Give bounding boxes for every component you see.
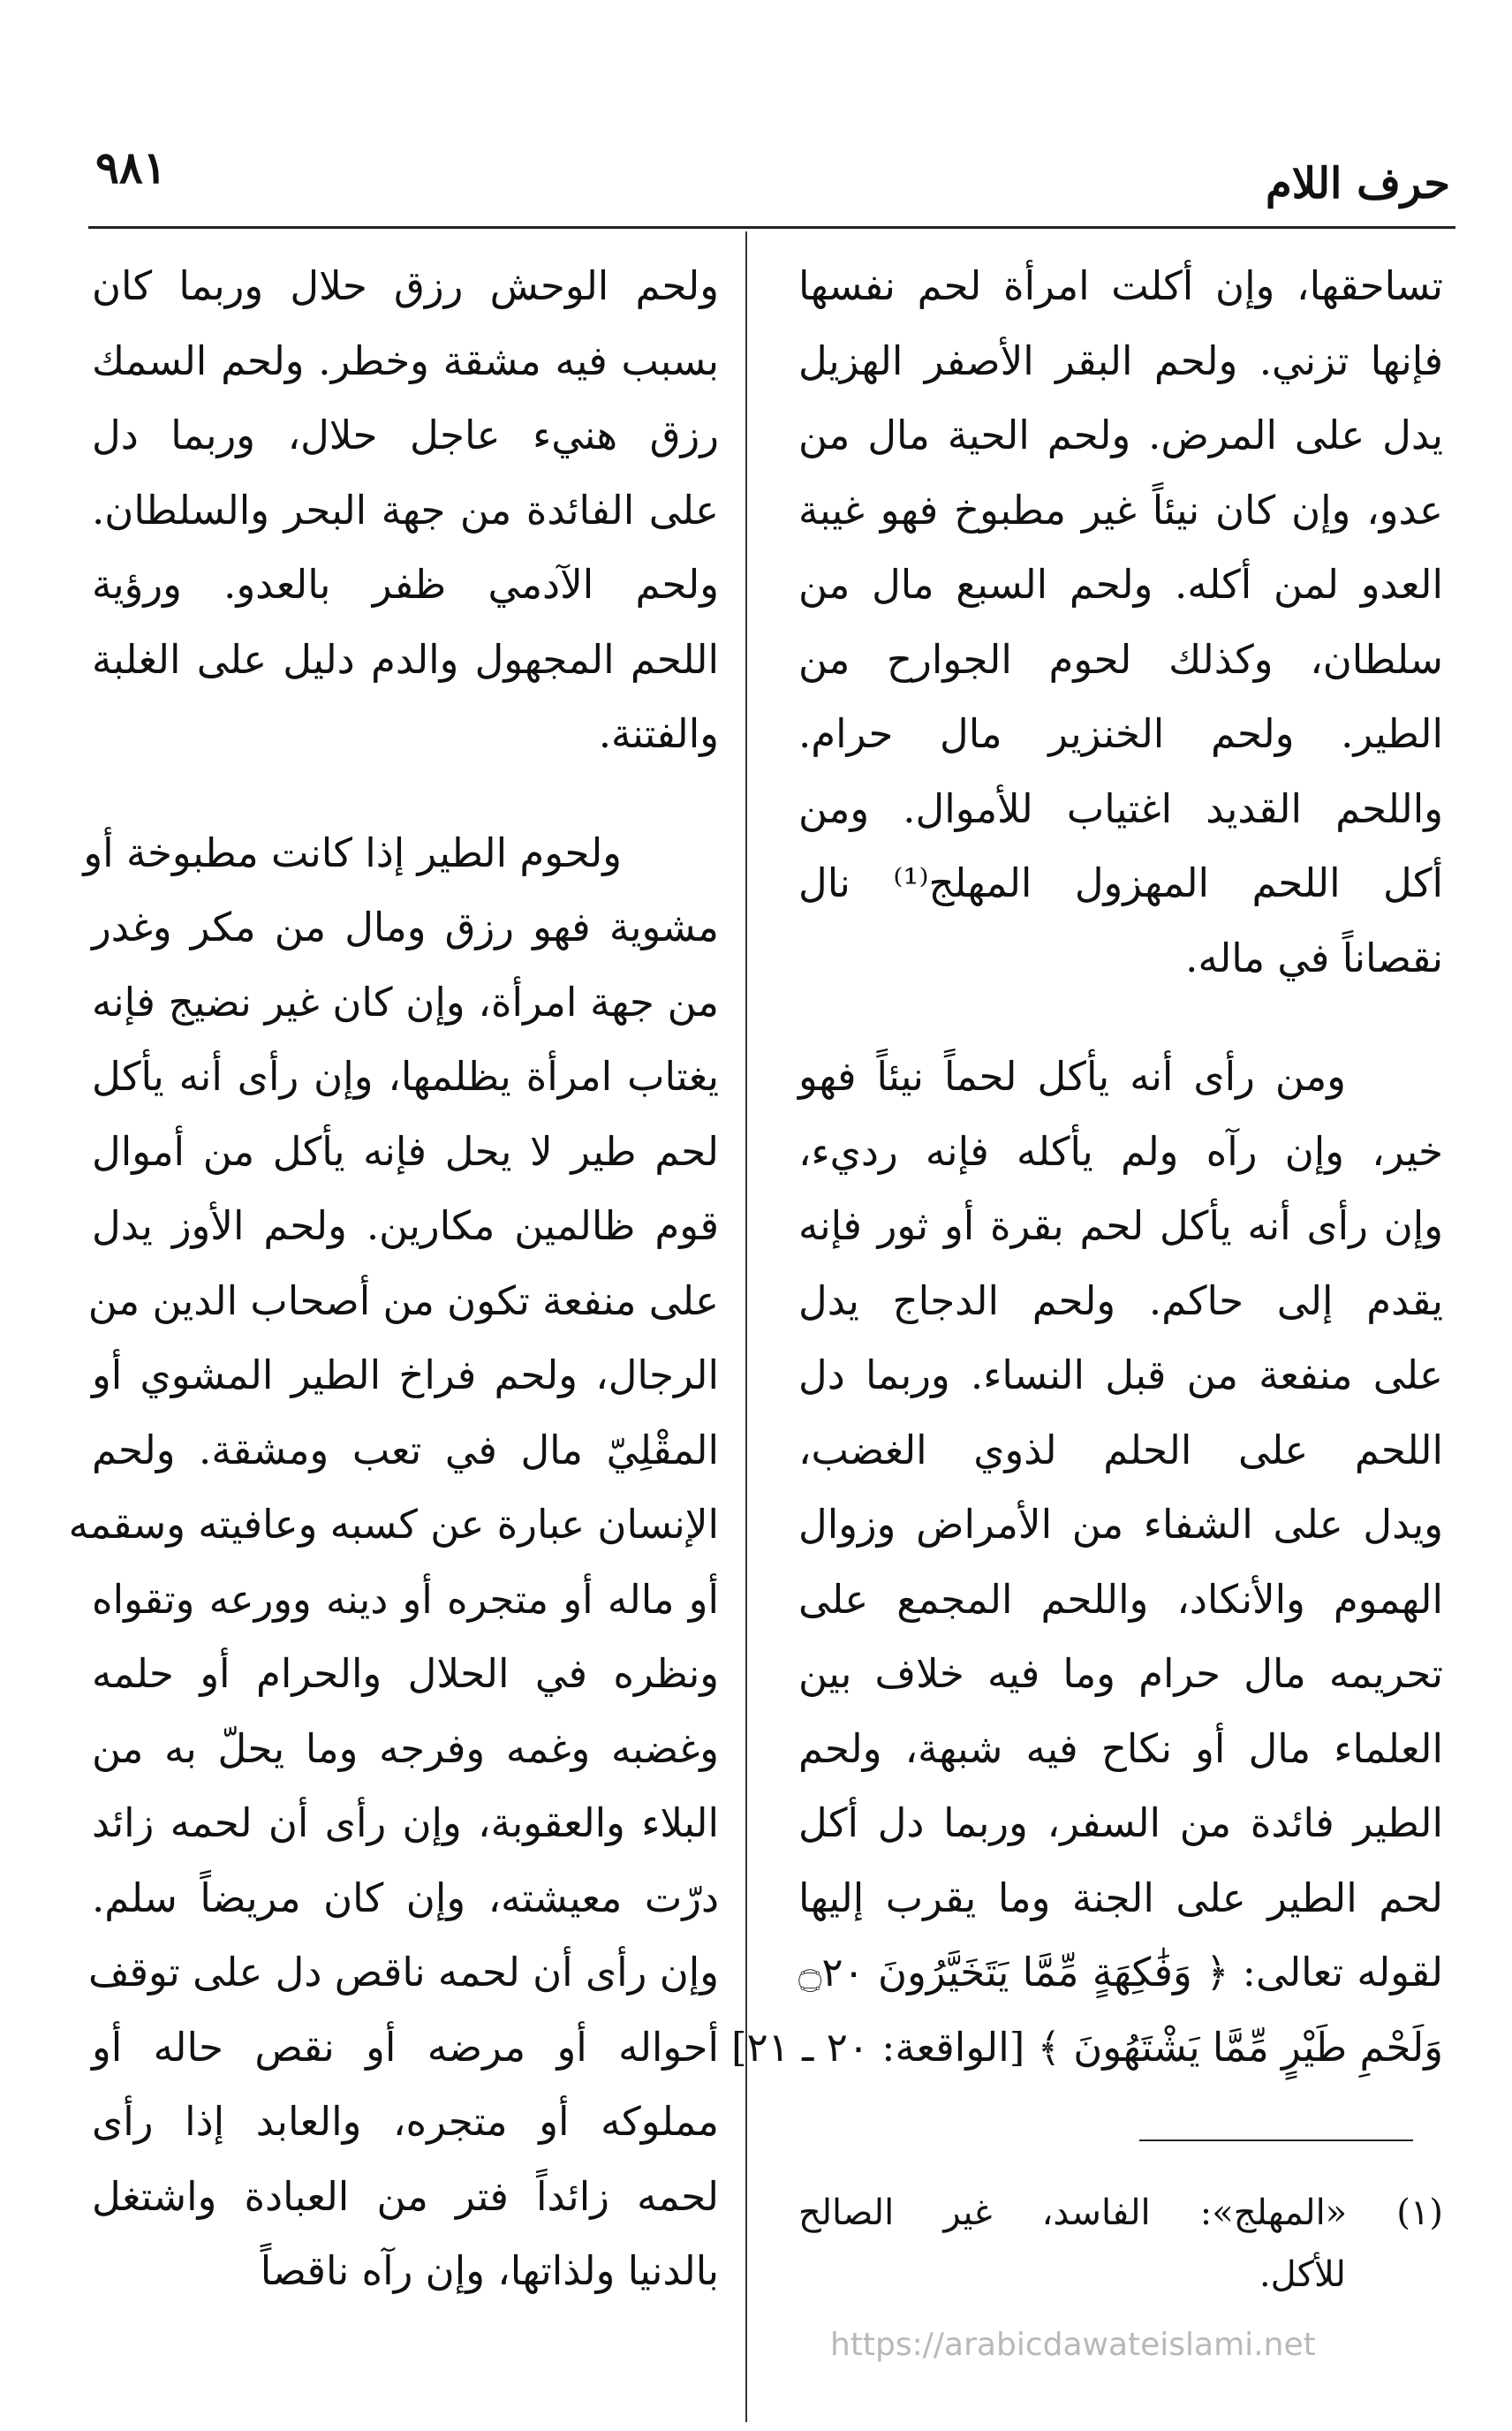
paragraph: [730, 1040, 1443, 2085]
header-rule: [88, 226, 1455, 229]
text-line: العدو لمن أكله. ولحم السبع مال من: [798, 561, 1443, 608]
text-line: على منفعة من قبل النساء. وربما دل: [798, 1352, 1443, 1398]
paragraph: [92, 249, 719, 772]
text-line: تساحقها، وإن أكلت امرأة لحم نفسها: [798, 262, 1443, 309]
right-column: [730, 249, 1443, 2085]
text-line: خير، وإن رآه ولم يأكله فإنه رديء،: [798, 1127, 1443, 1175]
text-line: بالدنيا ولذاتها، وإن رآه ناقصاً: [260, 2247, 719, 2294]
text-line: ولحم الوحش رزق حلال وربما كان: [92, 262, 719, 309]
text-line: فإنها تزني. ولحم البقر الأصفر الهزيل: [798, 337, 1443, 384]
running-title: حرف اللام: [1266, 159, 1450, 208]
text-line: وإن رأى أن لحمه ناقص دل على توقف: [87, 1949, 719, 1996]
text-line: ويدل على الشفاء من الأمراض وزوال: [798, 1501, 1443, 1548]
footnote-rule: [1139, 2139, 1413, 2141]
text-line: مشوية فهو رزق ومال من مكر وغدر: [92, 904, 719, 950]
text-line: المقْلِيّ مال في تعب ومشقة. ولحم: [92, 1426, 719, 1473]
footnote-line: (١) «المهلج»: الفاسد، غير الصالح: [798, 2192, 1443, 2233]
text-line: الطير فائدة من السفر، وربما دل أكل: [798, 1799, 1443, 1846]
text-line: والفتنة.: [598, 710, 719, 757]
text-line: بسبب فيه مشقة وخطر. ولحم السمك: [92, 337, 719, 384]
paragraph-gap: [92, 772, 719, 816]
text-line: من جهة امرأة، وإن كان غير نضيج فإنه: [92, 978, 719, 1026]
text-line: قوم ظالمين مكارين. ولحم الأوز يدل: [92, 1202, 719, 1249]
text-line: مملوكه أو متجره، والعابد إذا رأى: [92, 2098, 719, 2145]
footnotes: [798, 2182, 1443, 2306]
text-line: لقوله تعالى: ﴿ وَفَٰكِهَةٍ مِّمَّا يَتَخَيَّرُونَ ۝٢٠: [798, 1949, 1443, 1996]
page-number: ٩٨١: [95, 141, 167, 193]
text-line: الرجال، ولحم فراخ الطير المشوي أو: [92, 1352, 719, 1398]
text-line: ولحوم الطير إذا كانت مطبوخة أو: [83, 829, 622, 876]
text-line: لحم طير لا يحل فإنه يأكل من أموال: [92, 1127, 719, 1175]
paragraph-gap: [798, 996, 1443, 1040]
watermark-url: https://arabicdawateislami.net: [830, 2327, 1316, 2363]
footnote-line: للأكل.: [1259, 2254, 1346, 2295]
text-line: تحريمه مال حرام وما فيه خلاف بين: [798, 1650, 1443, 1697]
text-line: وغضبه وغمه وفرجه وما يحلّ به من: [92, 1724, 719, 1772]
text-line: أو ماله أو متجره أو دينه وورعه وتقواه: [92, 1575, 719, 1623]
text-line: يدل على المرض. ولحم الحية مال من: [798, 412, 1443, 458]
text-line: عدو، وإن كان نيئاً غير مطبوخ فهو غيبة: [798, 486, 1443, 534]
text-line: العلماء مال أو نكاح فيه شبهة، ولحم: [798, 1724, 1443, 1772]
text-line: يقدم إلى حاكم. ولحم الدجاج يدل: [798, 1276, 1443, 1324]
text-line: لحم الطير على الجنة وما يقرب إليها: [798, 1874, 1443, 1921]
text-line: الهموم والأنكاد، واللحم المجمع على: [798, 1575, 1443, 1623]
text-line: ومن رأى أنه يأكل لحماً نيئاً فهو: [798, 1053, 1346, 1100]
text-line: نقصاناً في ماله.: [1185, 934, 1443, 981]
text-line: سلطان، وكذلك لحوم الجوارح من: [798, 635, 1443, 683]
text-line: واللحم القديد اغتياب للأموال. ومن: [798, 784, 1443, 832]
text-line: الإنسان عبارة عن كسبه وعافيته وسقمه: [68, 1501, 719, 1548]
text-line: اللحم المجهول والدم دليل على الغلبة: [92, 635, 719, 683]
text-line: وَلَحْمِ طَيْرٍ مِّمَّا يَشْتَهُونَ ﴾ [الواقعة: ٢٠ ـ ٢١]: [730, 2023, 1443, 2071]
text-line: ولحم الآدمي ظفر بالعدو. ورؤية: [92, 561, 719, 608]
paragraph: [68, 816, 719, 2309]
text-line: ونظره في الحلال والحرام أو حلمه: [92, 1650, 719, 1697]
text-line: يغتاب امرأة يظلمها، وإن رأى أنه يأكل: [92, 1053, 719, 1100]
text-line: اللحم على الحلم لذوي الغضب،: [798, 1426, 1443, 1473]
left-column: [68, 249, 719, 2309]
text-line: درّت معيشته، وإن كان مريضاً سلم.: [92, 1874, 719, 1921]
text-line: على منفعة تكون من أصحاب الدين من: [87, 1276, 719, 1324]
text-line: وإن رأى أنه يأكل لحم بقرة أو ثور فإنه: [798, 1202, 1443, 1249]
column-divider: [745, 231, 747, 2422]
text-line: الطير. ولحم الخنزير مال حرام.: [798, 710, 1443, 757]
text-line: البلاء والعقوبة، وإن رأى أن لحمه زائد: [92, 1799, 719, 1846]
text-line: أحواله أو مرضه أو نقص حاله أو: [92, 2023, 719, 2071]
paragraph: [798, 249, 1443, 996]
text-line: لحمه زائداً فتر من العبادة واشتغل: [92, 2172, 719, 2220]
text-line: أكل اللحم المهزول المهلج⁽¹⁾ نال: [798, 860, 1443, 906]
text-line: رزق هنيء عاجل حلال، وربما دل: [92, 412, 719, 458]
text-line: على الفائدة من جهة البحر والسلطان.: [92, 486, 719, 534]
